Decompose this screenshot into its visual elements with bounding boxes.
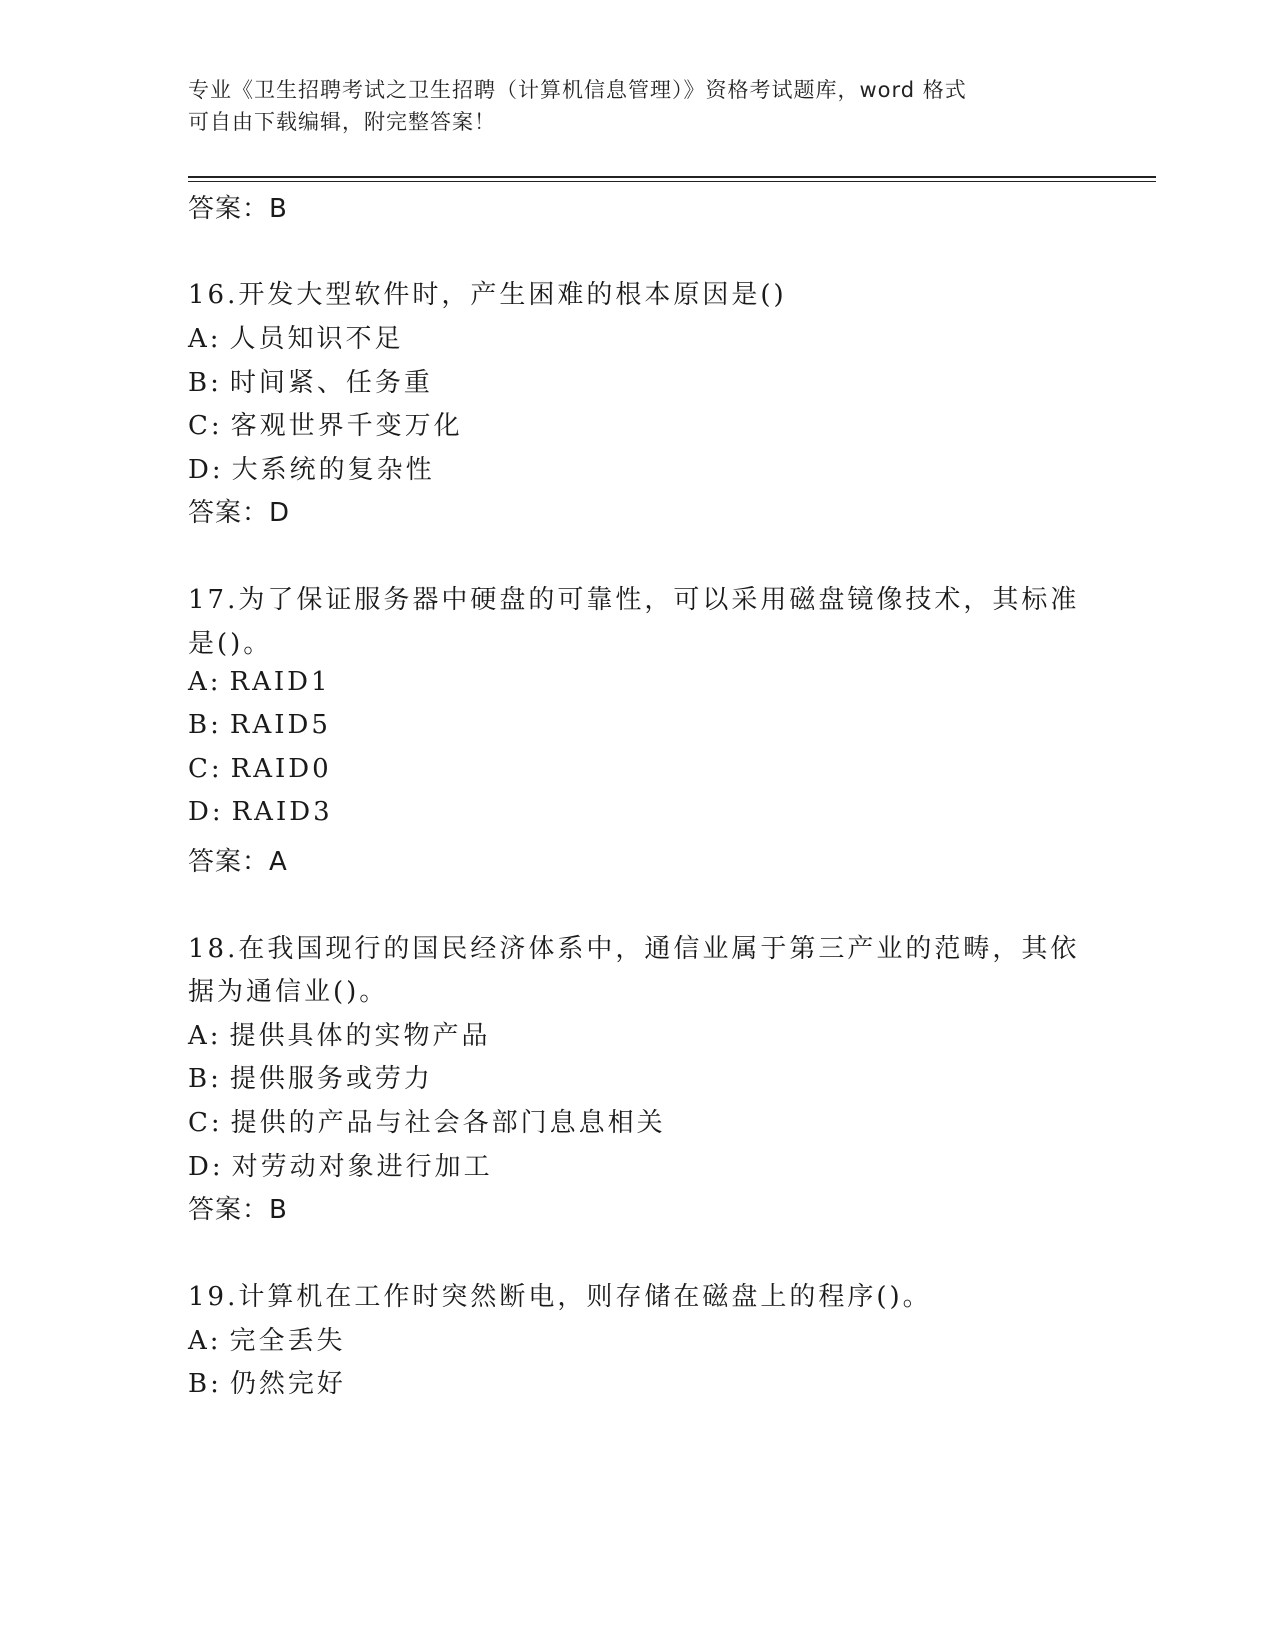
option-c: C: 客观世界千变万化	[188, 411, 463, 441]
question-stem-line-1: 18.在我国现行的国民经济体系中，通信业属于第三产业的范畴，其依	[188, 934, 1080, 964]
option-c: C: 提供的产品与社会各部门息息相关	[188, 1108, 666, 1138]
answer: 答案：D	[188, 498, 291, 528]
option-d: D: 大系统的复杂性	[188, 455, 435, 485]
option-a: A: 提供具体的实物产品	[188, 1021, 491, 1051]
question-stem-line-2: 据为通信业()。	[188, 977, 389, 1007]
question-stem: 16.开发大型软件时，产生困难的根本原因是()	[188, 280, 787, 310]
answer: 答案：A	[188, 847, 288, 877]
option-a: A: RAID1	[188, 667, 331, 697]
option-b: B: 提供服务或劳力	[188, 1064, 433, 1094]
option-b: B: 仍然完好	[188, 1369, 346, 1399]
option-a: A: 完全丢失	[188, 1326, 346, 1356]
option-d: D: 对劳动对象进行加工	[188, 1152, 493, 1182]
option-c: C: RAID0	[188, 754, 332, 784]
question-stem-line-1: 17.为了保证服务器中硬盘的可靠性，可以采用磁盘镜像技术，其标准	[188, 585, 1080, 615]
header-divider-top	[188, 176, 1156, 178]
option-d: D: RAID3	[188, 797, 333, 827]
header-title-line-2: 可自由下载编辑，附完整答案！	[188, 110, 496, 134]
option-a: A: 人员知识不足	[188, 324, 404, 354]
previous-answer: 答案：B	[188, 194, 288, 224]
option-b: B: 时间紧、任务重	[188, 368, 433, 398]
answer: 答案：B	[188, 1195, 288, 1225]
option-b: B: RAID5	[188, 710, 331, 740]
header-divider-bottom	[188, 181, 1156, 182]
header-title-line-1: 专业《卫生招聘考试之卫生招聘（计算机信息管理）》资格考试题库，word 格式	[188, 78, 967, 102]
question-stem-line-2: 是()。	[188, 629, 273, 659]
question-stem: 19.计算机在工作时突然断电，则存储在磁盘上的程序()。	[188, 1282, 932, 1312]
